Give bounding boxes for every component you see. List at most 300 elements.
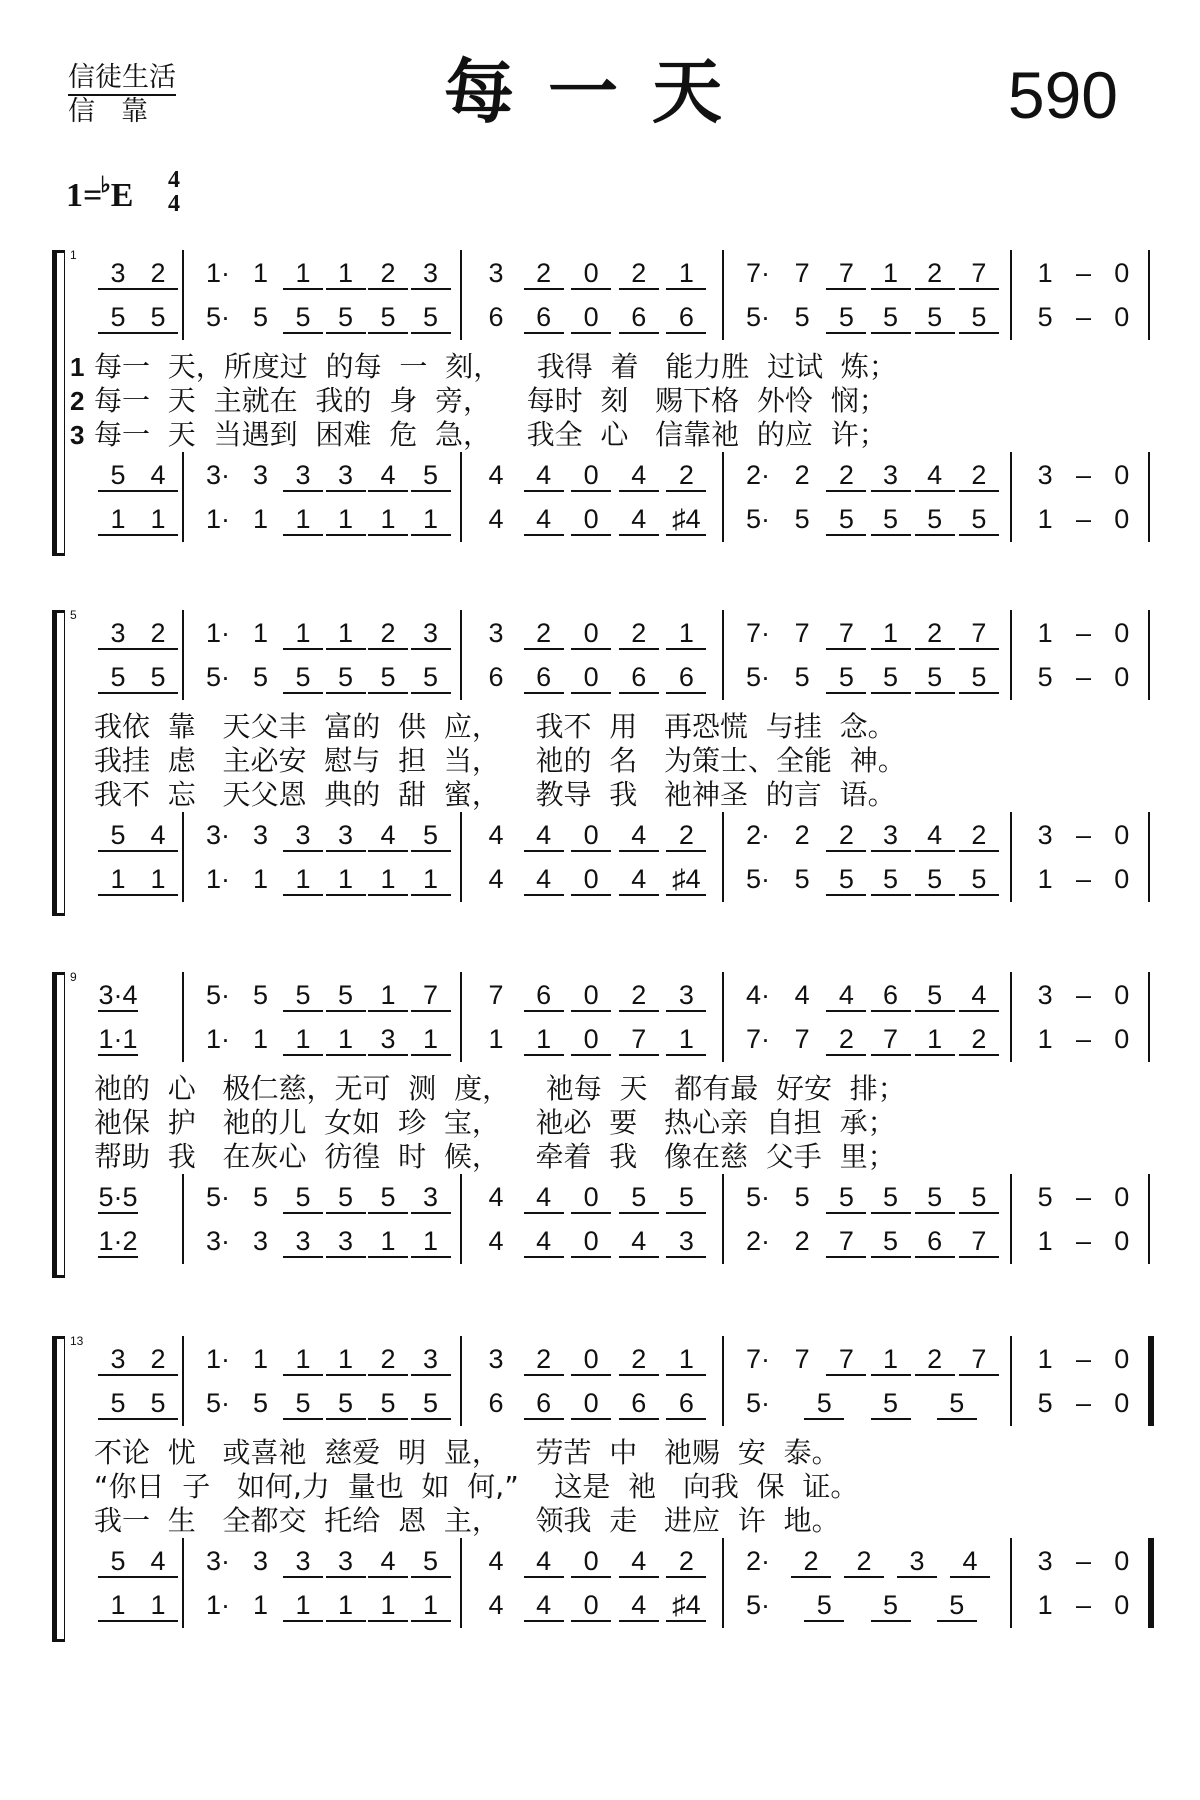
lyric-line (70, 384, 1150, 418)
note: 4 (488, 1182, 504, 1212)
note: 1 (326, 1590, 366, 1622)
note: 0 (1114, 1344, 1130, 1374)
bass-part (0, 504, 1200, 544)
note: 0 (1114, 258, 1130, 288)
note: 5 (619, 1182, 659, 1214)
note: 5 (252, 1388, 269, 1418)
note: 7 (959, 258, 999, 290)
note: 1 (1037, 864, 1053, 894)
note: 2 (915, 1344, 955, 1376)
note: ♯4 (666, 504, 706, 536)
page-header (0, 0, 1200, 170)
note: 0 (1114, 1226, 1130, 1256)
note: 5 (368, 1182, 408, 1214)
bass-part (0, 1590, 1200, 1630)
lyric-line (70, 778, 1150, 812)
lyric-line (70, 1436, 1150, 1470)
alto-part (0, 302, 1200, 342)
note: 1 (368, 1590, 408, 1622)
note: 3 (488, 258, 504, 288)
verse-number: 1 (70, 352, 85, 382)
note: 1 (411, 504, 451, 536)
note: 3 (252, 1226, 269, 1256)
note: 5 (98, 820, 138, 852)
note: 1· (205, 1344, 230, 1374)
note: 5 (368, 1388, 408, 1420)
note: 5 (283, 980, 323, 1012)
note: 2 (915, 258, 955, 290)
note: 4 (488, 504, 504, 534)
note: 5 (826, 504, 866, 536)
note: 2 (666, 1546, 706, 1578)
note: 1 (283, 618, 323, 650)
note: 4 (368, 460, 408, 492)
note: – (1075, 258, 1091, 288)
score-system (0, 970, 1200, 1280)
note: 2 (666, 460, 706, 492)
note: 4 (619, 504, 659, 536)
note: 1 (283, 1590, 323, 1622)
time-bottom: 4 (168, 191, 180, 217)
note: – (1075, 1546, 1091, 1576)
note: 0 (1114, 1546, 1130, 1576)
note: 1 (1037, 618, 1053, 648)
note: 4 (794, 980, 810, 1010)
note: 5 (411, 1388, 451, 1420)
note: 6 (666, 1388, 706, 1420)
note: 5 (1037, 302, 1053, 332)
note: 7 (794, 258, 810, 288)
lyric-text: 不论 忧 或喜祂 慈爱 明 显， 劳苦 中 祂赐 安 泰。 (94, 1436, 840, 1469)
note: 3 (283, 1226, 323, 1258)
note: – (1075, 820, 1091, 850)
note: 5 (804, 1388, 844, 1420)
alto-part (0, 1388, 1200, 1428)
note: 4 (488, 1226, 504, 1256)
note: 5 (871, 302, 911, 334)
note: 3 (368, 1024, 408, 1056)
note: – (1075, 460, 1091, 490)
note: ♯4 (666, 1590, 706, 1622)
note: 5 (915, 662, 955, 694)
note: 1 (368, 980, 408, 1012)
note: 7· (745, 618, 770, 648)
note: 5 (915, 864, 955, 896)
note: 5 (826, 1182, 866, 1214)
note: 5· (205, 1388, 230, 1418)
note: 3· (205, 460, 230, 490)
note: 1 (326, 504, 366, 536)
tenor-part (0, 1182, 1200, 1222)
note: 5 (326, 302, 366, 334)
note: 1 (1037, 258, 1053, 288)
tenor-part (0, 460, 1200, 500)
note: 0 (1114, 1590, 1130, 1620)
note: 1 (524, 1024, 564, 1056)
note: 1· (205, 864, 230, 894)
note: 6 (524, 662, 564, 694)
note: 5 (937, 1388, 977, 1420)
note: 6 (619, 1388, 659, 1420)
note: 5 (937, 1590, 977, 1622)
note: 2 (619, 1344, 659, 1376)
lyric-text: 每一 天 当遇到 困难 危 急， 我全 心 信靠祂 的应 许； (94, 418, 887, 451)
note: – (1075, 302, 1091, 332)
note: 1 (138, 504, 178, 536)
note: 6 (524, 980, 564, 1012)
note: 1 (368, 1226, 408, 1258)
note: 0 (1114, 504, 1130, 534)
note: 2 (138, 1344, 178, 1376)
note: 6 (488, 1388, 504, 1418)
note: 5 (959, 1182, 999, 1214)
note: 0 (571, 1182, 611, 1214)
hymn-number: 590 (1007, 58, 1118, 132)
note: 4 (915, 460, 955, 492)
note: 5 (959, 302, 999, 334)
note: 2 (138, 618, 178, 650)
lyric-line (70, 1504, 1150, 1538)
note: 7 (826, 618, 866, 650)
note: – (1075, 1388, 1091, 1418)
note: 7 (959, 1226, 999, 1258)
note: 5 (871, 1590, 911, 1622)
note: 5 (283, 662, 323, 694)
note: 5 (411, 460, 451, 492)
note: 7 (794, 1024, 810, 1054)
note: 5· (205, 980, 230, 1010)
note: 0 (1114, 460, 1130, 490)
note: 0 (1114, 864, 1130, 894)
note: 1 (326, 1344, 366, 1376)
note: 2 (666, 820, 706, 852)
note: 5 (283, 1388, 323, 1420)
note: 6 (666, 302, 706, 334)
lyric-line (70, 744, 1150, 778)
note: 7 (826, 258, 866, 290)
note: 7 (959, 1344, 999, 1376)
lyric-line (70, 710, 1150, 744)
note: 3· (205, 1546, 230, 1576)
lyric-line (70, 1140, 1150, 1174)
note: 3 (326, 1546, 366, 1578)
note: 1 (252, 1590, 269, 1620)
soprano-part (0, 258, 1200, 298)
note: 4 (524, 1182, 564, 1214)
hymn-title: 每一天 (444, 51, 756, 133)
note: 4 (619, 1226, 659, 1258)
note: 2 (794, 820, 810, 850)
note: 1 (252, 258, 269, 288)
note: 5 (959, 662, 999, 694)
note: 5 (1037, 1388, 1053, 1418)
note: 3 (666, 1226, 706, 1258)
note: 2 (368, 258, 408, 290)
note: 0 (1114, 302, 1130, 332)
note: 1 (368, 864, 408, 896)
note: 5 (826, 662, 866, 694)
note: 0 (571, 1590, 611, 1622)
note: 3 (283, 820, 323, 852)
note: 0 (571, 1226, 611, 1258)
note: 1 (326, 258, 366, 290)
note: 7 (959, 618, 999, 650)
note: 3 (252, 1546, 269, 1576)
note: 5 (826, 302, 866, 334)
note: 5 (368, 662, 408, 694)
note: 7 (488, 980, 504, 1010)
note: 3 (98, 1344, 138, 1376)
note: 5 (915, 1182, 955, 1214)
note: 0 (571, 504, 611, 536)
note: 0 (1114, 662, 1130, 692)
note: 6 (871, 980, 911, 1012)
note: – (1075, 980, 1091, 1010)
note: 3 (488, 1344, 504, 1374)
bass-part (0, 1226, 1200, 1266)
note: 2· (745, 460, 770, 490)
note: 0 (1114, 1388, 1130, 1418)
note: 7 (826, 1344, 866, 1376)
score-system (0, 248, 1200, 558)
note: 4 (619, 864, 659, 896)
note: 5· (205, 1182, 230, 1212)
note: 4 (524, 864, 564, 896)
note: 1 (252, 864, 269, 894)
note: 5 (283, 302, 323, 334)
note: 2 (826, 460, 866, 492)
note: 5 (794, 302, 810, 332)
note: 5 (915, 504, 955, 536)
note: 3 (326, 1226, 366, 1258)
note: 1· (205, 258, 230, 288)
note: 4 (826, 980, 866, 1012)
note: 4 (368, 1546, 408, 1578)
note: 1·1 (98, 1024, 138, 1054)
note: 1 (411, 1024, 451, 1056)
note: 3 (411, 1344, 451, 1376)
note: 6 (619, 302, 659, 334)
note: 4 (524, 820, 564, 852)
note: 3 (411, 1182, 451, 1214)
note: 4 (138, 460, 178, 492)
note: 4 (488, 1590, 504, 1620)
note: 2 (794, 1226, 810, 1256)
time-top: 4 (168, 167, 180, 193)
note: 1 (283, 504, 323, 536)
note: 1 (871, 1344, 911, 1376)
note: – (1075, 618, 1091, 648)
note: 5 (1037, 1182, 1053, 1212)
note: 3 (283, 1546, 323, 1578)
note: – (1075, 1024, 1091, 1054)
note: 3 (897, 1546, 937, 1578)
note: 2 (959, 1024, 999, 1056)
note: 1 (98, 1590, 138, 1622)
note: 5· (745, 662, 770, 692)
verse-number: 3 (70, 420, 85, 450)
note: 3 (252, 460, 269, 490)
note: 3 (871, 820, 911, 852)
note: 2 (915, 618, 955, 650)
note: 0 (571, 1388, 611, 1420)
time-signature (168, 168, 180, 216)
note: 6 (488, 302, 504, 332)
note: 7 (619, 1024, 659, 1056)
note: 0 (1114, 1024, 1130, 1054)
note: – (1075, 504, 1091, 534)
note: 5· (745, 1388, 770, 1418)
note: 1 (252, 618, 269, 648)
note: 2 (138, 258, 178, 290)
lyric-line (70, 1106, 1150, 1140)
note: 5 (368, 302, 408, 334)
note: 1·2 (98, 1226, 138, 1256)
note: 1 (1037, 1590, 1053, 1620)
lyric-text: 祂保 护 祂的儿 女如 珍 宝， 祂必 要 热心亲 自担 承； (94, 1106, 896, 1139)
note: 1 (326, 864, 366, 896)
note: 0 (571, 302, 611, 334)
lyric-text: 我不 忘 天父恩 典的 甜 蜜， 教导 我 祂神圣 的言 语。 (94, 778, 896, 811)
note: 2· (745, 820, 770, 850)
note: 3 (411, 618, 451, 650)
note: 5 (915, 302, 955, 334)
note: 1 (1037, 1024, 1053, 1054)
lyric-line (70, 1072, 1150, 1106)
note: 4 (524, 460, 564, 492)
note: 1 (871, 258, 911, 290)
note: 1 (411, 864, 451, 896)
note: 1· (205, 504, 230, 534)
lyric-text: “你日 子 如何,力 量也 如 何,” 这是 祂 向我 保 证。 (94, 1470, 859, 1503)
note: 5 (871, 1226, 911, 1258)
note: 3 (1037, 1546, 1053, 1576)
note: 3 (98, 258, 138, 290)
note: 0 (571, 1344, 611, 1376)
note: 5· (745, 1590, 770, 1620)
tenor-part (0, 1546, 1200, 1586)
note: 7 (794, 1344, 810, 1374)
note: 7· (745, 1024, 770, 1054)
note: 7 (871, 1024, 911, 1056)
note: 4 (524, 1226, 564, 1258)
note: 7 (826, 1226, 866, 1258)
note: 5 (252, 302, 269, 332)
note: 2 (368, 618, 408, 650)
soprano-part (0, 1344, 1200, 1384)
note: 0 (571, 460, 611, 492)
note: 5 (959, 864, 999, 896)
note: 2 (524, 1344, 564, 1376)
note: 5· (745, 504, 770, 534)
note: 5 (794, 662, 810, 692)
note: 5 (871, 864, 911, 896)
note: 5· (205, 662, 230, 692)
note: 5 (138, 662, 178, 694)
note: 6 (524, 302, 564, 334)
soprano-part (0, 618, 1200, 658)
note: 4 (619, 460, 659, 492)
note: 0 (571, 618, 611, 650)
note: 2 (524, 618, 564, 650)
note: 4 (524, 504, 564, 536)
note: 1 (411, 1590, 451, 1622)
note: 5 (98, 662, 138, 694)
note: 1 (283, 864, 323, 896)
note: 4 (524, 1590, 564, 1622)
note: 5 (794, 1182, 810, 1212)
note: 2 (619, 618, 659, 650)
note: 1 (252, 504, 269, 534)
note: 4 (619, 1546, 659, 1578)
note: 5 (138, 302, 178, 334)
note: 4 (619, 820, 659, 852)
note: 5 (871, 662, 911, 694)
note: 2 (826, 820, 866, 852)
soprano-part (0, 980, 1200, 1020)
note: 5 (252, 980, 269, 1010)
note: 6 (666, 662, 706, 694)
note: 1 (252, 1344, 269, 1374)
note: 5 (871, 1182, 911, 1214)
note: 6 (524, 1388, 564, 1420)
note: 4 (488, 820, 504, 850)
note: 3 (283, 460, 323, 492)
note: 5 (283, 1182, 323, 1214)
alto-part (0, 1024, 1200, 1064)
lyric-line (70, 1470, 1150, 1504)
note: 5 (666, 1182, 706, 1214)
note: 3 (1037, 980, 1053, 1010)
note: 1· (205, 1024, 230, 1054)
bass-part (0, 864, 1200, 904)
note: 4 (138, 820, 178, 852)
note: 2 (619, 258, 659, 290)
note: 5 (804, 1590, 844, 1622)
note: 5 (826, 864, 866, 896)
note: 1 (326, 1024, 366, 1056)
lyric-line (70, 418, 1150, 452)
note: 5 (326, 662, 366, 694)
note: 6 (915, 1226, 955, 1258)
note: 5 (794, 504, 810, 534)
note: 4 (959, 980, 999, 1012)
note: 0 (1114, 1182, 1130, 1212)
note: – (1075, 1590, 1091, 1620)
measure-number: 5 (70, 608, 77, 622)
note: 2 (959, 460, 999, 492)
key-signature (66, 167, 180, 217)
note: 5· (205, 302, 230, 332)
note: 7 (411, 980, 451, 1012)
note: 1 (98, 504, 138, 536)
note: 5 (915, 980, 955, 1012)
note: 5 (411, 302, 451, 334)
note: 1 (666, 258, 706, 290)
note: 4 (524, 1546, 564, 1578)
note: 1· (205, 1590, 230, 1620)
key-prefix: 1= (66, 177, 103, 214)
note: 5 (794, 864, 810, 894)
note: 1 (915, 1024, 955, 1056)
lyric-text: 我一 生 全都交 托给 恩 主， 领我 走 进应 许 地。 (94, 1504, 840, 1537)
note: 1 (1037, 1344, 1053, 1374)
note: 1 (283, 258, 323, 290)
note: 0 (571, 820, 611, 852)
note: 5· (745, 1182, 770, 1212)
note: 3 (98, 618, 138, 650)
note: 3 (1037, 820, 1053, 850)
